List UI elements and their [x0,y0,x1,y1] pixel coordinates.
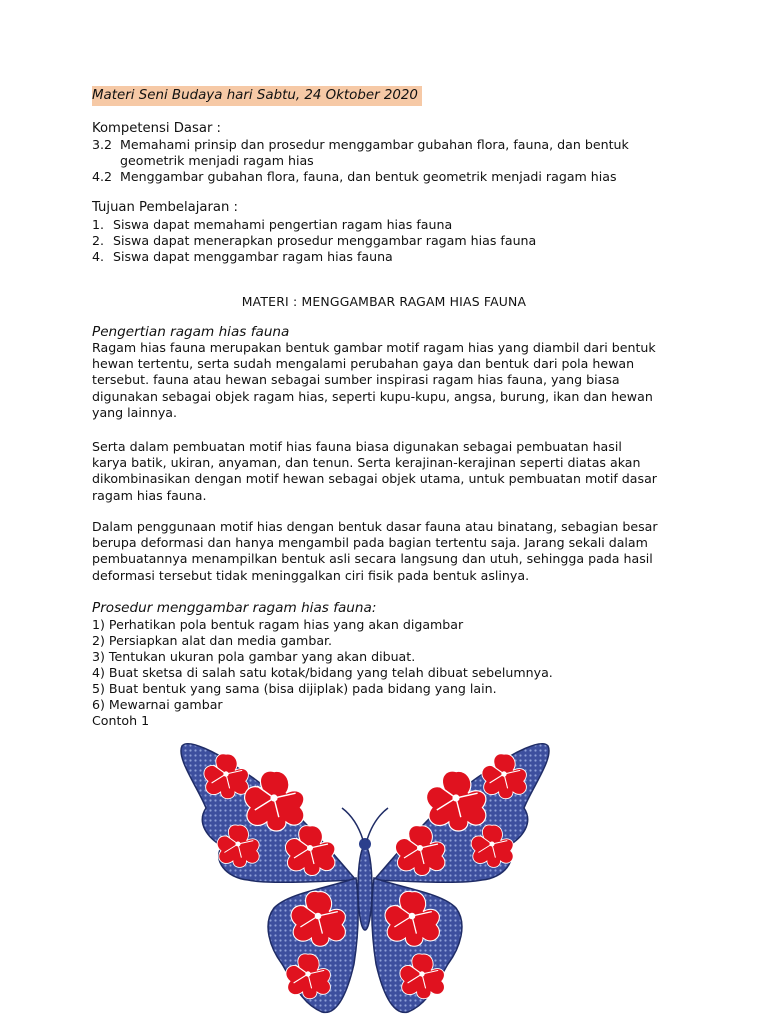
kompetensi-item-text-continued: geometrik menjadi ragam hias [120,153,314,168]
prosedur-step: 4) Buat sketsa di salah satu kotak/bidang yang telah dibuat sebelumnya. [92,665,553,680]
kompetensi-item-text: Memahami prinsip dan prosedur menggambar gubahan flora, fauna, dan bentuk [120,137,629,152]
butterfly-antennae [342,808,388,840]
materi-title: MATERI : MENGGAMBAR RAGAM HIAS FAUNA [241,294,527,309]
tujuan-item-number: 2. [92,233,105,248]
tujuan-item-text: Siswa dapat menerapkan prosedur menggambar ragam hias fauna [113,233,537,248]
kompetensi-item-number: 4.2 [92,169,113,184]
tujuan-item-number: 4. [92,249,105,264]
prosedur-step: 1) Perhatikan pola bentuk ragam hias yang akan digambar [92,617,464,632]
prosedur-step: 5) Buat bentuk yang sama (bisa dijiplak) pada bidang yang lain. [92,681,497,696]
butterfly-body [358,846,372,930]
kompetensi-item-text: Menggambar gubahan flora, fauna, dan bentuk geometrik menjadi ragam hias [120,169,617,184]
kompetensi-heading: Kompetensi Dasar : [92,121,222,136]
tujuan-item-text: Siswa dapat memahami pengertian ragam hias fauna [113,217,453,232]
pengertian-paragraph-1: Ragam hias fauna merupakan bentuk gambar motif ragam hias yang diambil dari bentuk hewan tertentu, serta sudah mengalami perubahan gaya dan bentuk dari pola hewan tersebut. fauna atau hewan sebagai sumber inspirasi ragam hias fauna, yang biasa digunakan sebagai objek ragam hias, seperti kupu-kupu, angsa, burung, ikan dan hewan yang lainnya. [92,340,656,420]
prosedur-heading: Prosedur menggambar ragam hias fauna: [92,600,377,616]
kompetensi-item-number: 3.2 [92,137,113,152]
tujuan-heading: Tujuan Pembelajaran : [92,200,238,215]
butterfly-head [359,838,371,850]
prosedur-step: 2) Persiapkan alat dan media gambar. [92,633,333,648]
pengertian-paragraph-2: Serta dalam pembuatan motif hias fauna biasa digunakan sebagai pembuatan hasil karya batik, ukiran, anyaman, dan tenun. Serta kerajinan-kerajinan seperti diatas akan dikombinasikan dengan motif hewan sebagai objek utama, untuk pembuatan motif dasar ragam hias fauna. [92,439,657,503]
pengertian-paragraph-3: Dalam penggunaan motif hias dengan bentuk dasar fauna atau binatang, sebagian besar berupa deformasi dan hanya mengambil pada bagian tertentu saja. Jarang sekali dalam pembuatannya menampilkan bentuk asli secara langsung dan utuh, sehingga pada hasil deformasi tersebut tidak meninggalkan ciri fisik pada bentuk aslinya. [92,519,658,583]
pengertian-heading: Pengertian ragam hias fauna [92,324,290,340]
tujuan-item-number: 1. [92,217,105,232]
contoh-label: Contoh 1 [92,713,150,728]
prosedur-step: 6) Mewarnai gambar [92,697,223,712]
butterfly-illustration [178,728,552,1018]
prosedur-step: 3) Tentukan ukuran pola gambar yang akan dibuat. [92,649,416,664]
tujuan-item-text: Siswa dapat menggambar ragam hias fauna [113,249,393,264]
document-title: Materi Seni Budaya hari Sabtu, 24 Oktober 2020 [92,86,422,106]
